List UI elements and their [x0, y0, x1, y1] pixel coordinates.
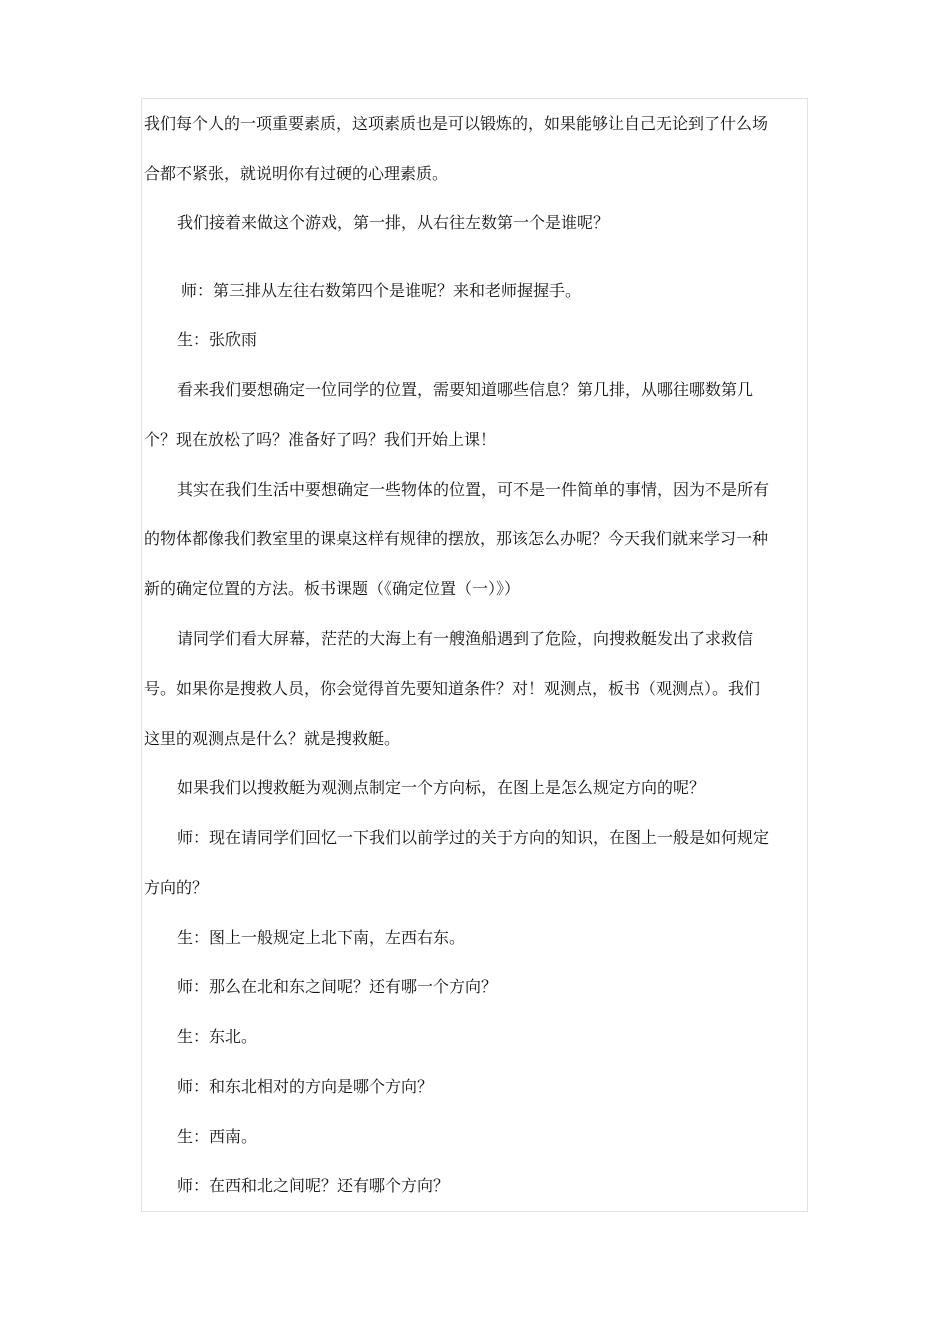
text-line: 合都不紧张，就说明你有过硬的心理素质。 [144, 164, 449, 183]
text-line: 师：和东北相对的方向是哪个方向？ [177, 1077, 434, 1096]
text-line: 这里的观测点是什么？就是搜救艇。 [144, 729, 401, 748]
text-line: 如果我们以搜救艇为观测点制定一个方向标，在图上是怎么规定方向的呢？ [177, 778, 706, 797]
text-line: 请同学们看大屏幕，茫茫的大海上有一艘渔船遇到了危险，向搜救艇发出了求救信 [177, 629, 754, 648]
text-line: 生：图上一般规定上北下南，左西右东。 [177, 928, 466, 947]
text-line: 的物体都像我们教室里的课桌这样有规律的摆放，那该怎么办呢？今天我们就来学习一种 [144, 529, 769, 548]
text-line: 师：在西和北之间呢？还有哪个方向？ [177, 1176, 450, 1195]
text-line: 我们接着来做这个游戏，第一排，从右往左数第一个是谁呢？ [177, 213, 610, 232]
text-line: 号。如果你是搜救人员，你会觉得首先要知道条件？对！观测点，板书（观测点）。我们 [144, 679, 761, 698]
text-line: 新的确定位置的方法。板书课题（《确定位置（一）》） [144, 579, 521, 598]
text-line: 方向的？ [144, 878, 209, 897]
text-line: 师：第三排从左往右数第四个是谁呢？来和老师握握手。 [181, 281, 582, 300]
text-line: 师：那么在北和东之间呢？还有哪一个方向？ [177, 977, 498, 996]
text-line: 师：现在请同学们回忆一下我们以前学过的关于方向的知识，在图上一般是如何规定 [177, 828, 770, 847]
text-line: 生：东北。 [177, 1027, 258, 1046]
text-line: 个？现在放松了吗？准备好了吗？我们开始上课！ [144, 430, 497, 449]
text-line: 看来我们要想确定一位同学的位置，需要知道哪些信息？第几排，从哪往哪数第几 [177, 380, 754, 399]
text-line: 我们每个人的一项重要素质，这项素质也是可以锻炼的，如果能够让自己无论到了什么场 [144, 114, 769, 133]
text-line: 其实在我们生活中要想确定一些物体的位置，可不是一件简单的事情，因为不是所有 [177, 480, 770, 499]
text-line: 生：张欣雨 [177, 330, 258, 349]
text-line: 生：西南。 [177, 1127, 258, 1146]
